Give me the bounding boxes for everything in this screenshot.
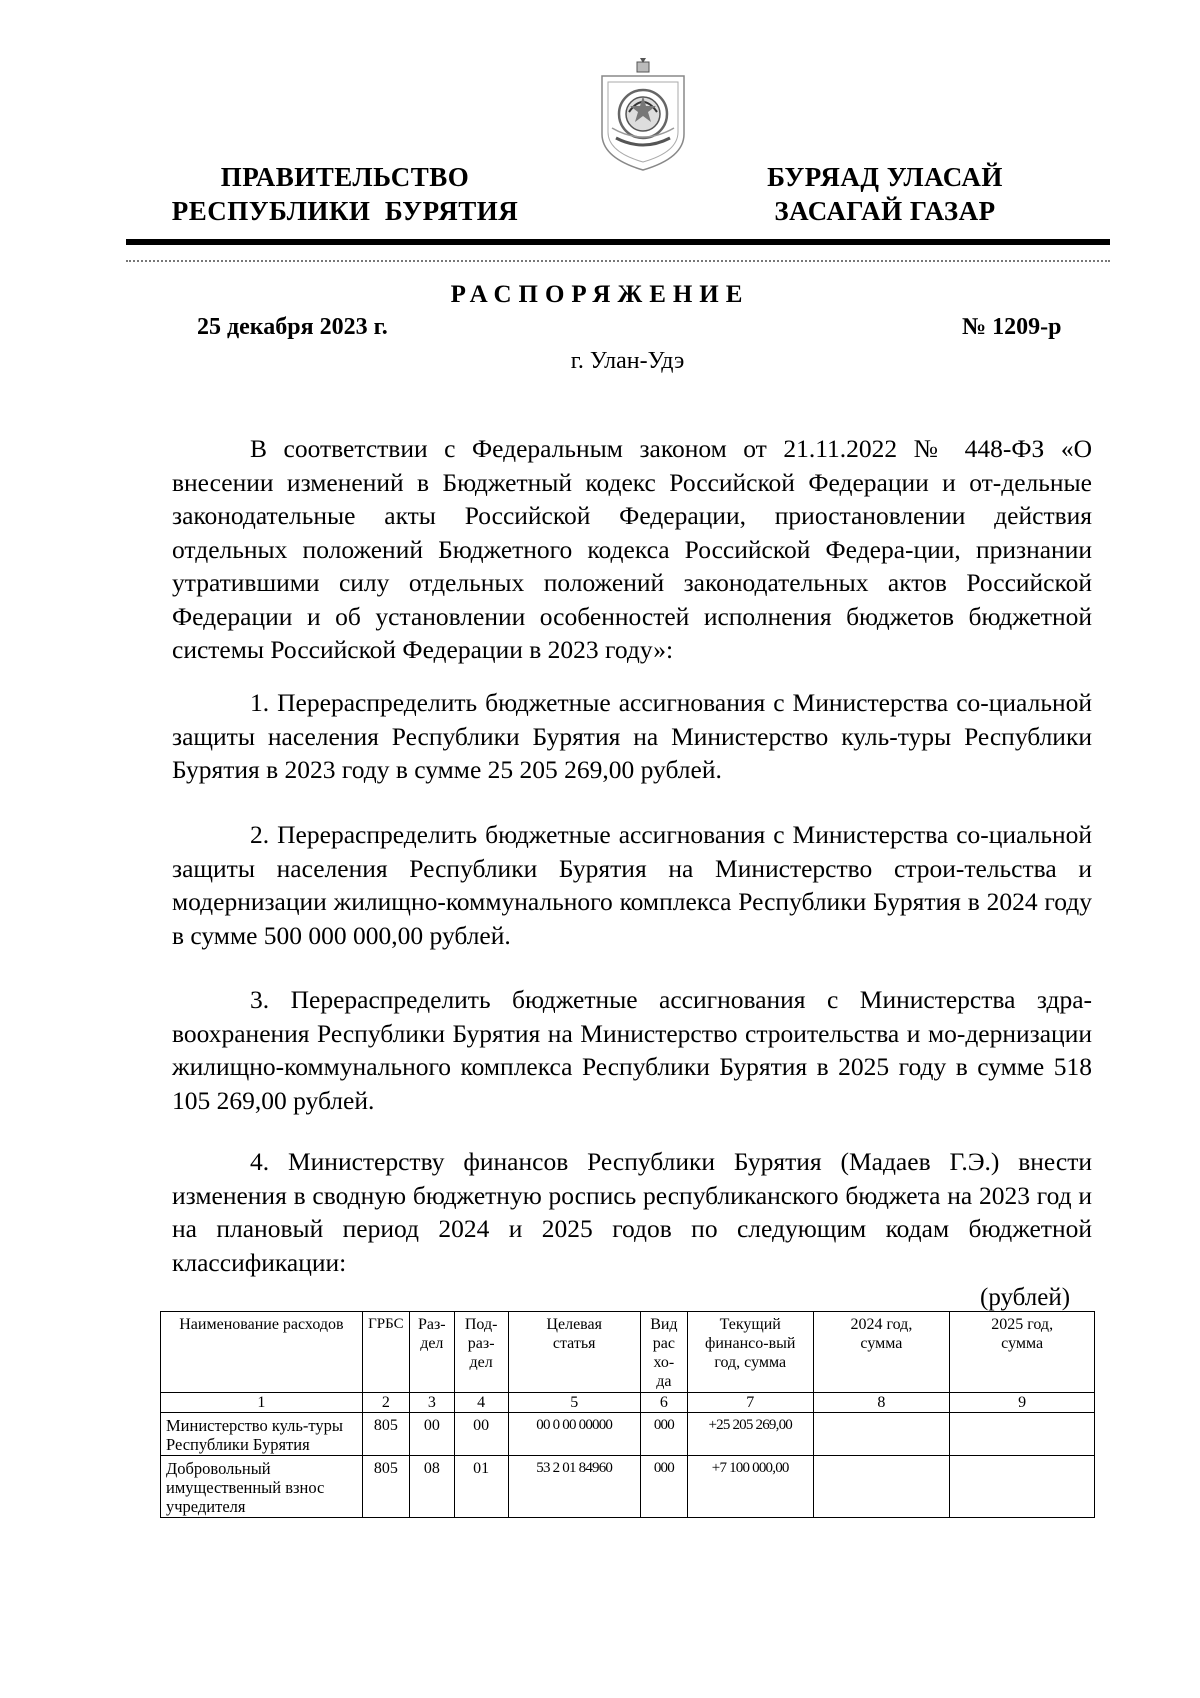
grbs-cell: 805 [362,1456,409,1518]
document-city: г. Улан-Удэ [570,348,685,374]
budget-table [160,1311,1095,1518]
header-cell: 2024 год, сумма [813,1312,950,1393]
section-cell: 08 [409,1456,454,1518]
header-left [160,160,530,228]
subsection-cell: 01 [454,1456,508,1518]
item-1-paragraph: 1. Перераспределить бюджетные ассигнования с Министерства со-циальной защиты населения Республики Бурятия на Министерство куль-туры Республики Бурятия в 2023 году в сумме 25 205 269,00 рублей. [172,688,1092,784]
header-left-line2: РЕСПУБЛИКИ БУРЯТИЯ [171,196,519,226]
preamble-paragraph: В соответствии с Федеральным законом от 21.11.2022 № 448-ФЗ «О внесении изменений в Бюджетный кодекс Российской Федерации и от-дельные законодательные акты Российской Федерации, приостановлении действия отдельных положений Бюджетного кодекса Российской Федера-ции, признании утратившими силу отдельных положений законодательных актов Российской Федерации и об установлении особенностей исполнения бюджетов бюджетной системы Российской Федерации в 2023 году»: [172,434,1092,664]
index-cell: 4 [454,1393,508,1413]
row-name-cell: Министерство куль-туры Республики Бурятия [161,1413,363,1456]
index-cell: 8 [813,1393,950,1413]
table-index-row [161,1393,1095,1413]
target-article-cell: 00 0 00 00000 [508,1413,640,1456]
header-right-line1: БУРЯАД УЛАСАЙ [767,162,1003,192]
index-cell: 2 [362,1393,409,1413]
current-year-amount-cell: +25 205 269,00 [687,1413,813,1456]
table-unit-label: (рублей) [980,1284,1071,1311]
year-2024-amount-cell [813,1413,950,1456]
year-2025-amount-cell [950,1413,1095,1456]
table-row [161,1413,1095,1456]
section-cell: 00 [409,1413,454,1456]
index-cell: 7 [687,1393,813,1413]
header-cell: 2025 год, сумма [950,1312,1095,1393]
document-date: 25 декабря 2023 г. [197,314,388,340]
year-2024-amount-cell [813,1456,950,1518]
document-number: № 1209-р [962,314,1062,340]
index-cell: 1 [161,1393,363,1413]
header-right-line2: ЗАСАГАЙ ГАЗАР [774,196,996,226]
current-year-amount-cell: +7 100 000,00 [687,1456,813,1518]
header-cell: Целевая статья [508,1312,640,1393]
header-cell: Наименование расходов [161,1312,363,1393]
target-article-cell: 53 2 01 84960 [508,1456,640,1518]
index-cell: 3 [409,1393,454,1413]
index-cell: 9 [950,1393,1095,1413]
header-divider-dotted [126,260,1110,262]
item-4-paragraph: 4. Министерству финансов Республики Бурятия (Мадаев Г.Э.) внести изменения в сводную бюджетную роспись республиканского бюджета на 2023 год и на плановый период 2024 и 2025 годов по следующим кодам бюджетной классификации: [172,1147,1092,1277]
expense-type-cell: 000 [640,1413,687,1456]
item-2-paragraph: 2. Перераспределить бюджетные ассигнования с Министерства со-циальной защиты населения Республики Бурятия на Министерство строи-тельства и модернизации жилищно-коммунального комплекса Республики Бурятия в 2024 году в сумме 500 000 000,00 рублей. [172,820,1092,950]
header-cell: Под-раз-дел [454,1312,508,1393]
header-cell: Текущий финансо-вый год, сумма [687,1312,813,1393]
index-cell: 6 [640,1393,687,1413]
table-row [161,1456,1095,1518]
subsection-cell: 00 [454,1413,508,1456]
header-right [740,160,1030,228]
grbs-cell: 805 [362,1413,409,1456]
row-name-cell: Добровольный имущественный взнос учредителя [161,1456,363,1518]
header-cell: ГРБС [362,1312,409,1393]
item-3-paragraph: 3. Перераспределить бюджетные ассигнования с Министерства здра-воохранения Республики Бурятия на Министерство строительства и мо-дернизации жилищно-коммунального комплекса Республики Бурятия в 2025 году в сумме 518 105 269,00 рублей. [172,985,1092,1115]
index-cell: 5 [508,1393,640,1413]
document-title: РАСПОРЯЖЕНИЕ [450,281,750,308]
expense-type-cell: 000 [640,1456,687,1518]
year-2025-amount-cell [950,1456,1095,1518]
header-divider-thick [126,239,1110,245]
header-cell: Вид рас хо-да [640,1312,687,1393]
header-left-line1: ПРАВИТЕЛЬСТВО [220,162,470,192]
coat-of-arms-emblem [596,56,690,174]
table-header-row [161,1312,1095,1393]
header-cell: Раз-дел [409,1312,454,1393]
